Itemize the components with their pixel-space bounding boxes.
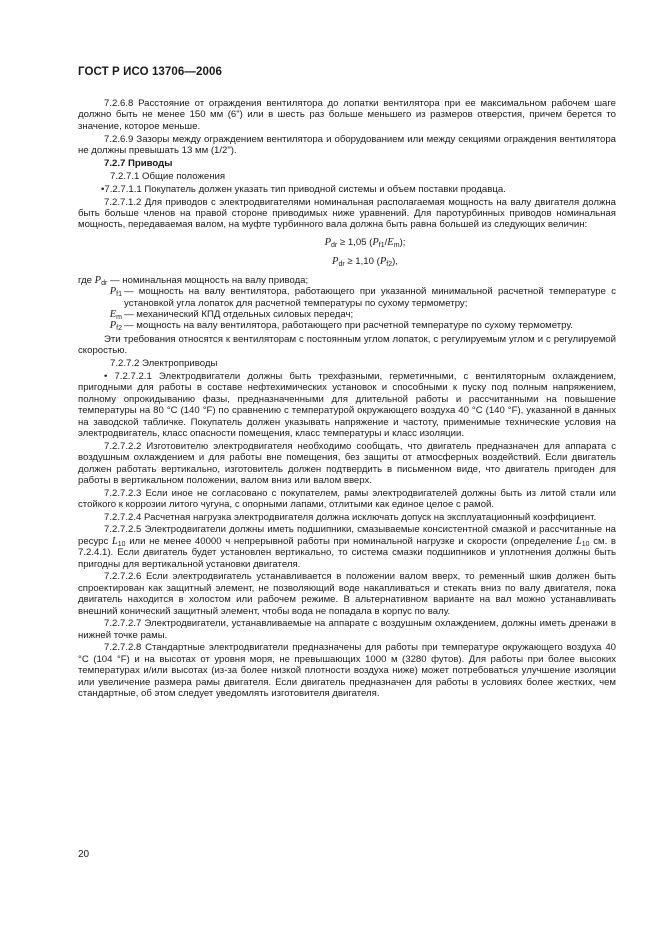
section-heading-7-2-7: 7.2.7 Приводы [104,157,173,169]
paragraph-7-2-7-2-6: 7.2.7.2.6 Если электродвигатель устанавливается в положении валом вверх, то ременный шкив должен быть спроектирован как защитный элемент, не позволяющий воде накапливаться и стекать вниз по валу двигателя, пока двигатель находится в холостом или рабочем режиме. В альтернативном варианте на вал можно устанавливать внешний конический защитный элемент, чтобы вода не попадала в корпус по валу. [78,571,616,617]
page-number: 20 [78,849,90,860]
where-line: где $P_{dr}$ — номинальная мощность на валу привода; [78,274,309,287]
formula-block [78,237,616,268]
paragraph-7-2-7-2-2: 7.2.7.2.2 Изготовителю электродвигателя необходимо сообщать, что двигатель предназначен для аппарата с воздушным охлаждением и для работы вне помещения, без защиты от атмосферных воздействий. Если двигатель должен работать вертикально, изготовитель должен подтвердить в письменном виде, что двигатель пригоден для работы в вертикальном положении, валом вниз или валом вверх. [78,440,616,486]
paragraph-7-2-7-2-4: 7.2.7.2.4 Расчетная нагрузка электродвигателя должна исключать допуск на эксплуатационный коэффициент. [104,511,597,523]
subsection-heading-7-2-7-2: 7.2.7.2 Электроприводы [110,357,218,369]
paragraph-7-2-7-1-2: 7.2.7.1.2 Для приводов с электродвигателями номинальная располагаемая мощность на валу двигателя должна быть больше членов на правой стороне приводимых ниже уравнений. Для паротурбинных приводов номинальная мощность, передаваемая валом, на муфте турбинного вала должна быть равна большей из следующих величин: [78,196,616,231]
subsection-heading-7-2-7-1: 7.2.7.1 Общие положения [110,170,226,182]
paragraph-7-2-7-2-7: 7.2.7.2.7 Электродвигатели, устанавливаемые на аппарате с воздушным охлаждением, должны иметь дренажи в нижней точке рамы. [78,618,616,641]
paragraph-7-2-7-2-1: • 7.2.7.2.1 Электродвигатели должны быть трехфазными, герметичными, с вентиляторным охлаждением, пригодными для работы в составе нефтехимических установок и способными к пуску под полным напряжением, полному опрокидыванию фазы, предназначенными для длительной работы и рассчитанными на повышение температуры на 80 °C (140 °F) по сравнению с температурой окружающего воздуха 40 °C (140 °F), указанной в данных на заводской табличке. Покупатель должен указывать напряжение и частоту, применимые технические условия на электродвигатель, класс опасности помещения, класс температуры и класс изоляции. [78,370,616,440]
paragraph-7-2-7-1-1: •7.2.7.1.1 Покупатель должен указать тип приводной системы и объем поставки продавца. [101,183,506,195]
paragraph-7-2-7-2-5: 7.2.7.2.5 Электродвигатели должны иметь подшипники, смазываемые консистентной смазкой и рассчитанные на ресурс $L_{10}$ или не менее 40000 ч непрерывной работы при номинальной нагрузке и скорости (определение $L_{10}$ см. в 7.2.4.1). Если двигатель будет установлен вертикально, то система смазки подшипников и уплотнения должны быть пригодны для вертикальной установки двигателя. [78,524,616,570]
paragraph-7-2-6-8: 7.2.6.8 Расстояние от ограждения вентилятора до лопатки вентилятора при ее максимальном рабочем шаге должно быть не менее 150 мм (6") или в шесть раз больше меньшего из размеров отверстия, причем берется то значение, которое меньше. [78,98,616,132]
paragraph-7-2-6-9: 7.2.6.9 Зазоры между ограждением вентилятора и оборудованием или между секциями ограждения вентилятора не должны превышать 13 мм (1/2"). [78,133,616,156]
document-header: ГОСТ Р ИСО 13706—2006 [78,66,223,78]
paragraph-7-2-7-2-8: 7.2.7.2.8 Стандартные электродвигатели предназначены для работы при температуре окружающего воздуха 40 °C (104 °F) и на высотах от уровня моря, не превышающих 1000 м (3280 футов). Для работы при более высоких температурах и/или высотах (из-за более низкой плотности воздуха ниже) может потребоваться улучшение изоляции или увеличение размера рамы двигателя. Если двигатель предназначен для работы в условиях более жестких, чем стандартные, об этом следует уведомлять изготовителя двигателя. [78,642,616,700]
paragraph-requirements: Эти требования относятся к вентиляторам с постоянным углом лопаток, с регулируемым углом и с регулируемой скоростью. [78,333,616,357]
document-page [78,66,616,701]
paragraph-7-2-7-2-3: 7.2.7.2.3 Если иное не согласовано с покупателем, рамы электродвигателей должны быть из литой стали или стойкого к коррозии литого чугуна, с опорными лапами, отлитыми как единое целое с рамой. [78,487,616,511]
formula-1: $P_{dr} \ge 1,05$ $(P_{f1}/E_m)$; [324,236,406,249]
formula-2: $P_{dr} \ge 1,10$ $(P_{f2})$, [332,255,398,268]
definition-em: $E_m$ — механический КПД отдельных силовых передач; [109,309,354,322]
definition-pf1: $P_{f1}$ — мощность на валу вентилятора, работающего при указанной минимальной расчетной температуре с установкой угла лопаток для расчетной температуры по сухому термометру; [109,286,616,309]
definition-pf2: $P_{f2}$ — мощность на валу вентилятора, работающего при расчетной температуре по сухому термометру. [109,320,573,333]
